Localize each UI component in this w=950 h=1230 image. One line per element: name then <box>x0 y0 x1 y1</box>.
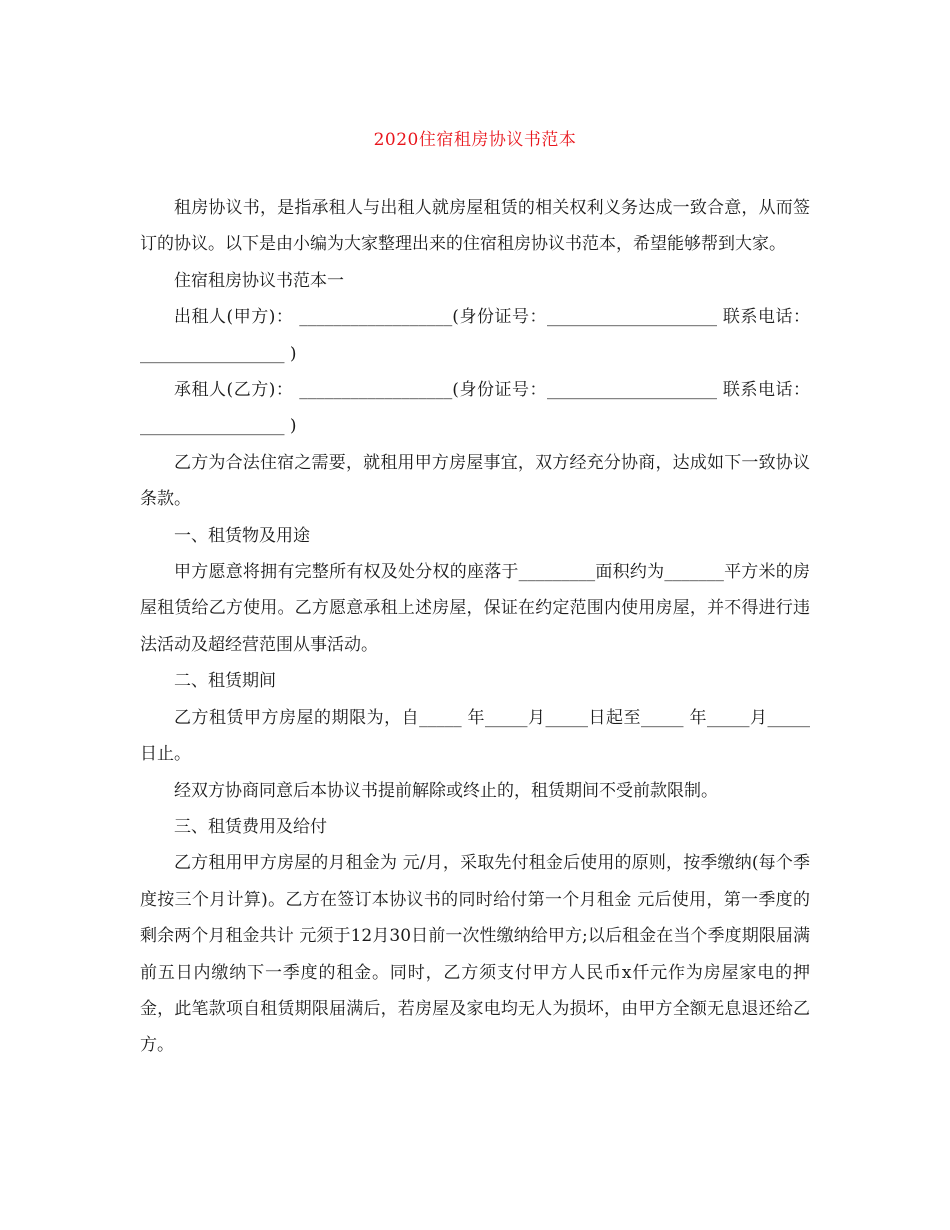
clause-paragraph-1: 甲方愿意将拥有完整所有权及处分权的座落于_________面积约为_______平方米的房屋租赁给乙方使用。乙方愿意承租上述房屋，保证在约定范围内使用房屋，并不得进行违法活动及超经营范围从事活动。 <box>140 562 810 655</box>
clause-heading-2: 二、租赁期间 <box>174 671 276 692</box>
clause-heading-1: 一、租赁物及用途 <box>174 525 310 546</box>
intro-paragraph: 租房协议书，是指承租人与出租人就房屋租赁的相关权利义务达成一致合意，从而签订的协议。以下是由小编为大家整理出来的住宿租房协议书范本，希望能够帮到大家。 <box>140 198 810 255</box>
clause-paragraph-2: 乙方租赁甲方房屋的期限为，自_____ 年_____月_____日起至_____ 年_____月_____日止。 <box>140 707 810 765</box>
document-title: 2020住宿租房协议书范本 <box>373 130 577 150</box>
agreement-paragraph: 乙方为合法住宿之需要，就租用甲方房屋事宜，双方经充分协商，达成如下一致协议条款。 <box>140 452 810 510</box>
lessee-info-paragraph: 承租人(乙方)： __________________(身份证号：____________________ 联系电话：_________________ ) <box>140 380 810 437</box>
section-heading: 住宿租房协议书范本一 <box>174 270 344 291</box>
document-body <box>140 190 810 1064</box>
clause-heading-3: 三、租赁费用及给付 <box>174 816 327 837</box>
clause-paragraph-3: 乙方租用甲方房屋的月租金为 元/月，采取先付租金后使用的原则，按季缴纳(每个季度按三个月计算)。乙方在签订本协议书的同时给付第一个月租金 元后使用，第一季度的剩余两个月租金共计 元须于12月30日前一次性缴纳给甲方;以后租金在当个季度期限届满前五日内缴纳下一季度的租金。同时，乙方须支付甲方人民币x仟元作为房屋家电的押金，此笔款项自租赁期限届满后，若房屋及家电均无人为损坏，由甲方全额无息退还给乙方。 <box>140 853 810 1056</box>
lessor-info-paragraph: 出租人(甲方)： __________________(身份证号：____________________ 联系电话：_________________ ) <box>140 307 810 364</box>
clause-paragraph-2b: 经双方协商同意后本协议书提前解除或终止的，租赁期间不受前款限制。 <box>174 780 718 801</box>
